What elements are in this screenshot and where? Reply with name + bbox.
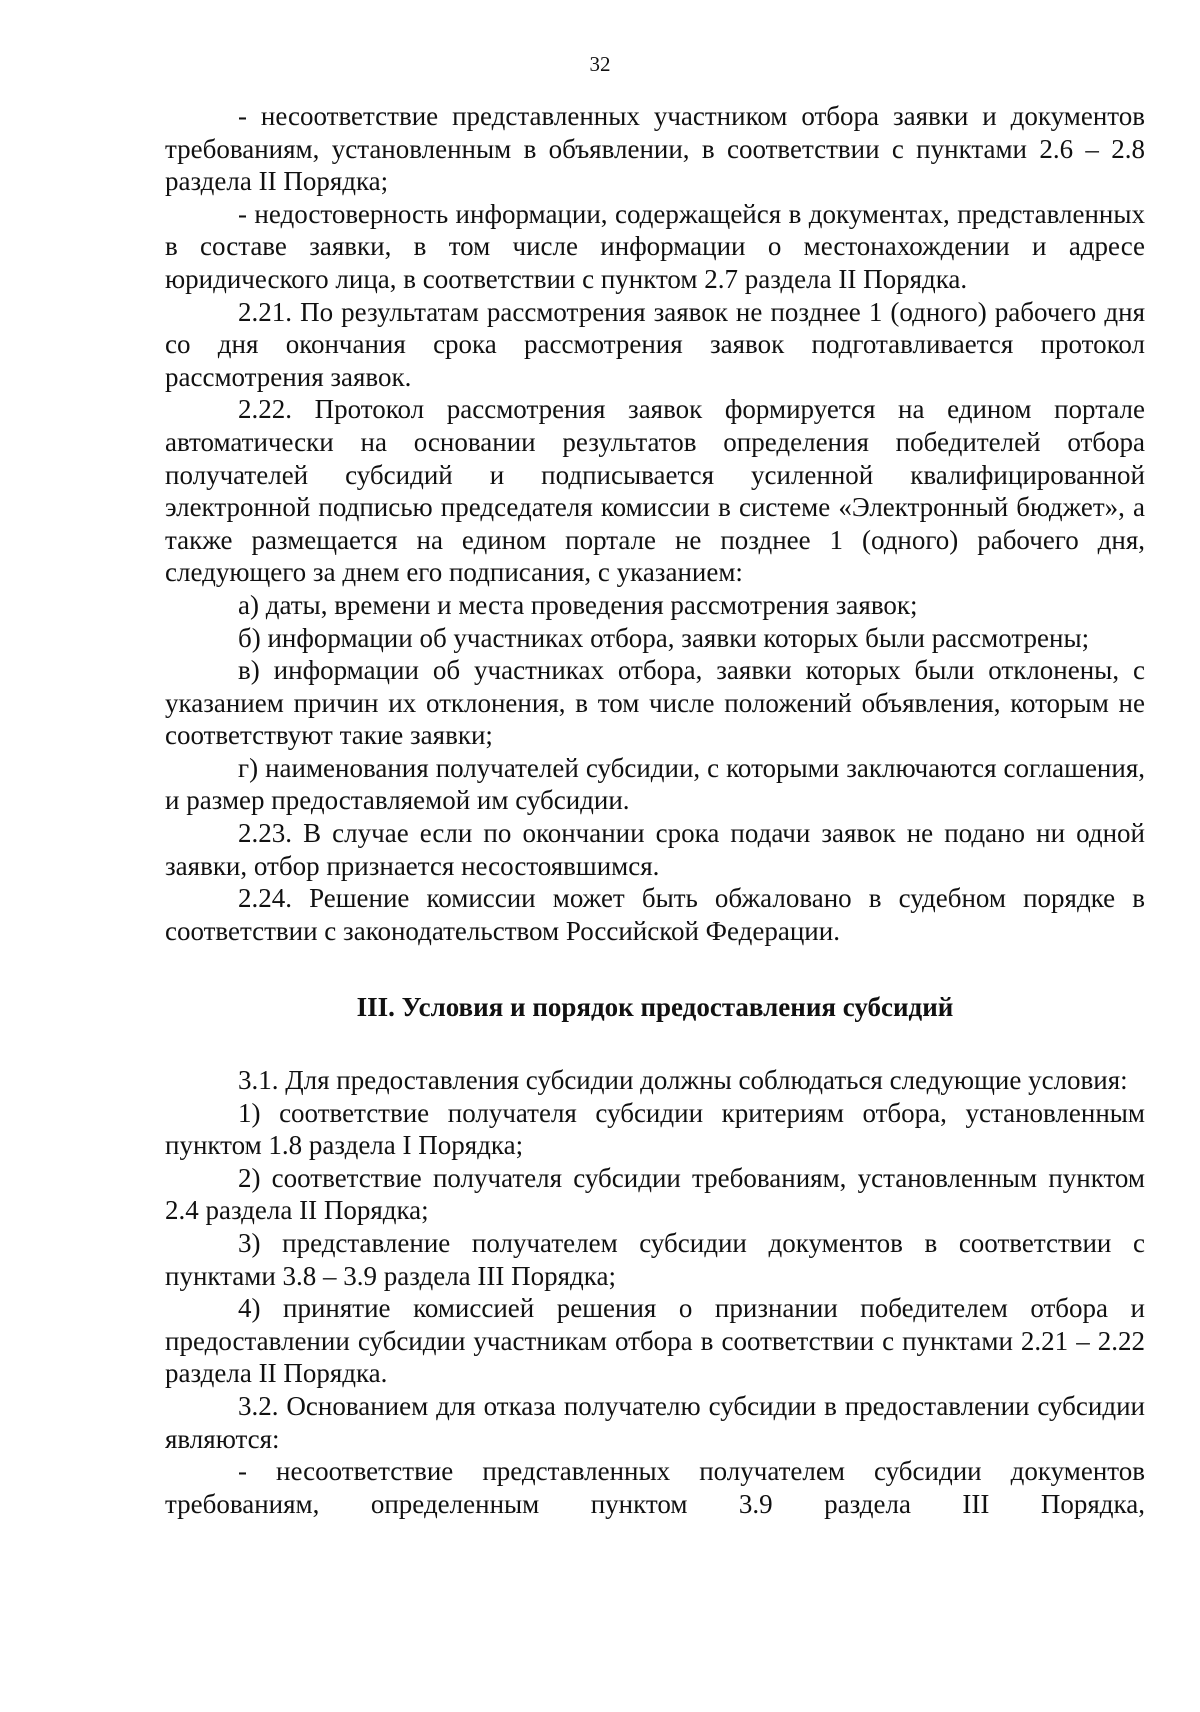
paragraph-3-1: 3.1. Для предоставления субсидии должны соблюдаться следующие условия: — [238, 1065, 1128, 1096]
list-item-a: а) даты, времени и места проведения рассмотрения заявок; — [238, 589, 918, 620]
paragraph-mismatch: - несоответствие представленных участником отбора заявки и документов требованиям, установленным в объявлении, в соответствии с пунктами 2.6 – 2.8 раздела II Порядка; — [165, 101, 1145, 197]
section-heading: III. Условия и порядок предоставления субсидий — [356, 992, 954, 1023]
condition-2: 2) соответствие получателя субсидии требованиям, установленным пунктом 2.4 раздела II Порядка; — [165, 1162, 1145, 1226]
paragraph-2-23: 2.23. В случае если по окончании срока подачи заявок не подано ни одной заявки, отбор признается несостоявшимся. — [165, 818, 1145, 881]
refusal-ground-1: - несоответствие представленных получателем субсидии документов требованиям, определенным пунктом 3.9 раздела III Порядка, — [165, 1456, 1145, 1519]
list-item-v: в) информации об участниках отбора, заявки которых были отклонены, с указанием причин их отклонения, в том числе положений объявления, которым не соответствуют такие заявки; — [165, 655, 1145, 751]
condition-3: 3) представление получателем субсидии документов в соответствии с пунктами 3.8 – 3.9 раздела III Порядка; — [165, 1228, 1145, 1291]
list-item-g: г) наименования получателей субсидии, с которыми заключаются соглашения, и размер предоставляемой им субсидии. — [165, 752, 1145, 816]
condition-4: 4) принятие комиссией решения о признании победителем отбора и предоставлении субсидии участникам отбора в соответствии с пунктами 2.21 – 2.22 раздела II Порядка. — [165, 1293, 1145, 1389]
condition-1: 1) соответствие получателя субсидии критериям отбора, установленным пунктом 1.8 раздела I Порядка; — [165, 1097, 1145, 1161]
paragraph-3-2: 3.2. Основанием для отказа получателю субсидии в предоставлении субсидии являются: — [165, 1390, 1145, 1454]
page-number: 32 — [589, 52, 611, 76]
document-body — [165, 100, 1145, 1520]
paragraph-unreliable-info: - недостоверность информации, содержащейся в документах, представленных в составе заявки, в том числе информации о местонахождении и адресе юридического лица, в соответствии с пунктом 2.7 раздела II Порядка. — [165, 198, 1145, 294]
paragraph-2-21: 2.21. По результатам рассмотрения заявок не позднее 1 (одного) рабочего дня со дня окончания срока рассмотрения заявок подготавливается протокол рассмотрения заявок. — [165, 296, 1145, 392]
paragraph-2-22: 2.22. Протокол рассмотрения заявок формируется на едином портале автоматически на основании результатов определения победителей отбора получателей субсидий и подписывается усиленной квалифицированной электронной подписью председателя комиссии в системе «Электронный бюджет», а также размещается на едином портале не позднее 1 (одного) рабочего дня, следующего за днем его подписания, с указанием: — [165, 394, 1145, 588]
paragraph-2-24: 2.24. Решение комиссии может быть обжаловано в судебном порядке в соответствии с законодательством Российской Федерации. — [165, 883, 1145, 946]
list-item-b: б) информации об участниках отбора, заявки которых были рассмотрены; — [238, 622, 1090, 653]
